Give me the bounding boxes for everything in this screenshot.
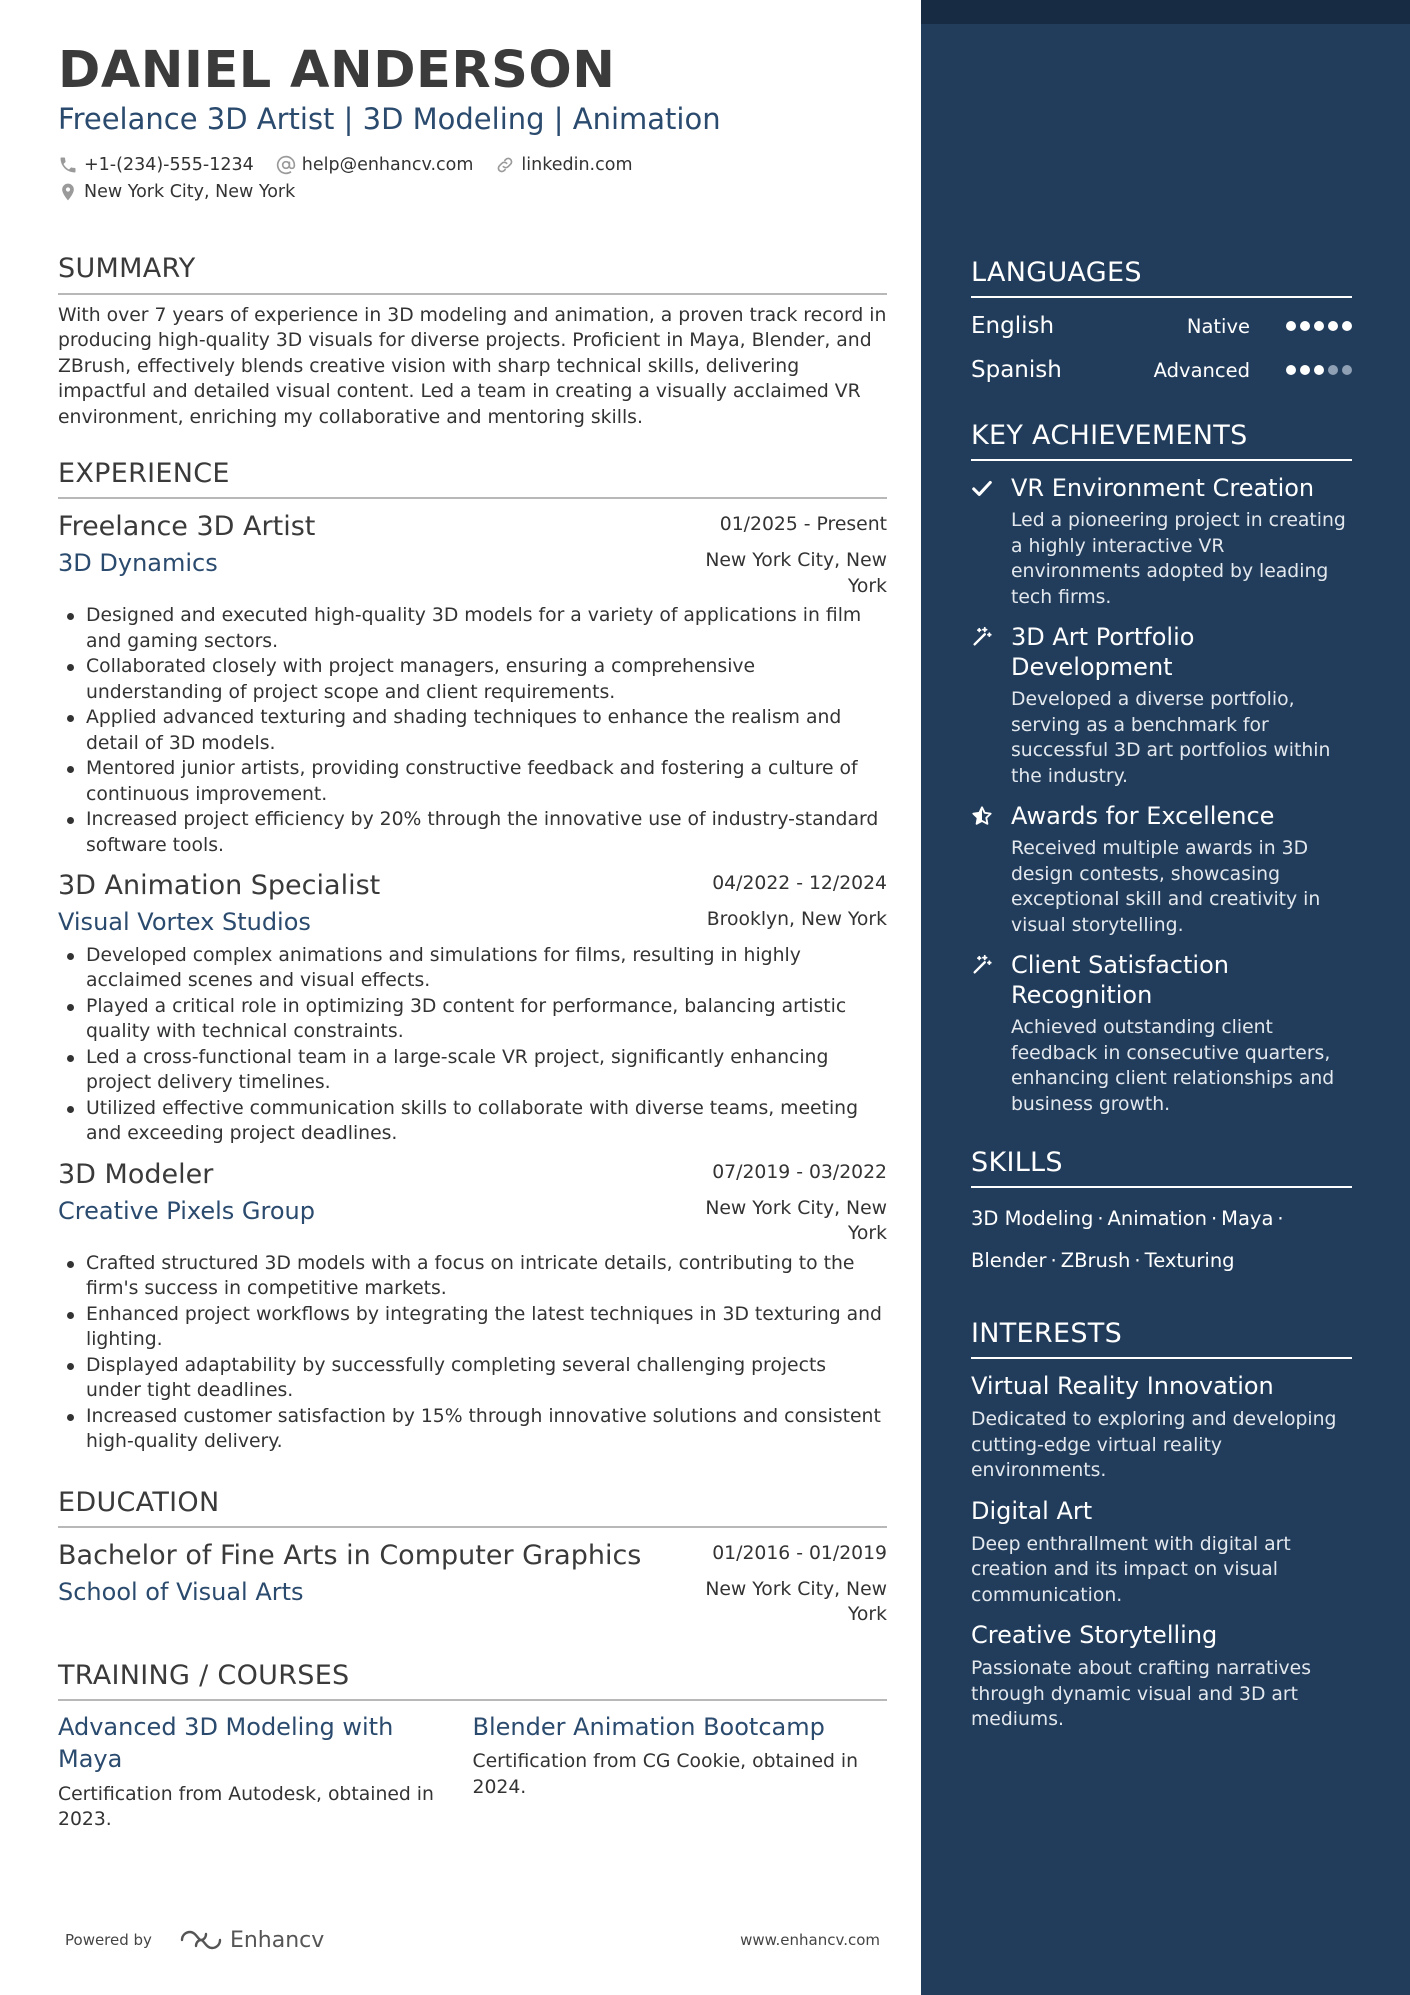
achievement-item <box>971 622 1352 789</box>
location-pin-icon <box>58 182 78 202</box>
bullet-item: Utilized effective communication skills to collaborate with diverse teams, meeting and exceeding project deadlines. <box>58 1096 887 1147</box>
job-location: Brooklyn, New York <box>706 909 887 931</box>
job-location: New York City, New York <box>705 550 887 597</box>
education-section <box>58 1485 887 1628</box>
link-icon <box>495 155 515 175</box>
job-entry <box>58 868 887 1146</box>
achievement-description: Achieved outstanding client feedback in consecutive quarters, enhancing client relationships and business growth. <box>1011 1017 1335 1115</box>
check-icon <box>971 473 1011 610</box>
magic-wand-icon <box>971 950 1011 1117</box>
skill-tag: Texturing <box>1144 1249 1235 1273</box>
school-name: School of Visual Arts <box>58 1577 304 1606</box>
bullet-item: Developed complex animations and simulations for films, resulting in highly acclaimed scenes and visual effects. <box>58 943 887 994</box>
rating-dot <box>1286 365 1296 375</box>
sidebar-top-bar <box>921 0 1410 24</box>
summary-section <box>58 251 887 430</box>
location-text: New York City, New York <box>84 181 296 202</box>
email-contact[interactable] <box>276 155 474 175</box>
bullet-item: Increased project efficiency by 20% through the innovative use of industry-standard software tools. <box>58 807 887 858</box>
phone-contact[interactable] <box>58 155 254 175</box>
job-bullets <box>58 1251 887 1455</box>
skill-tag: Animation <box>1107 1207 1207 1231</box>
job-bullets <box>58 603 887 858</box>
job-entry <box>58 1157 887 1455</box>
location-contact <box>58 182 295 202</box>
rating-dot <box>1342 321 1352 331</box>
achievement-description: Received multiple awards in 3D design contests, showcasing exceptional skill and creativity in visual storytelling. <box>1011 838 1321 936</box>
skill-separator: · <box>1097 1207 1104 1231</box>
skill-tag: Blender <box>971 1249 1047 1273</box>
company-name: Visual Vortex Studios <box>58 908 311 937</box>
skills-section <box>971 1145 1352 1282</box>
job-date: 04/2022 - 12/2024 <box>712 873 887 895</box>
language-name: English <box>971 313 1055 340</box>
course-entry <box>58 1711 473 1833</box>
degree-title: Bachelor of Fine Arts in Computer Graphics <box>58 1539 642 1571</box>
rating-dot <box>1314 321 1324 331</box>
bullet-item: Played a critical role in optimizing 3D content for performance, balancing artistic quality with technical constraints. <box>58 994 887 1045</box>
achievement-title: 3D Art Portfolio Development <box>1011 623 1195 682</box>
job-date: 01/2025 - Present <box>719 514 887 536</box>
star-icon <box>971 801 1011 938</box>
school-location: New York City, New York <box>705 1578 887 1626</box>
skill-separator: · <box>1134 1249 1141 1273</box>
main-column <box>58 40 887 1833</box>
at-icon <box>276 155 296 175</box>
skills-title: SKILLS <box>971 1145 1352 1188</box>
candidate-headline: Freelance 3D Artist | 3D Modeling | Animation <box>58 102 721 137</box>
rating-dot <box>1314 365 1324 375</box>
language-level: Advanced <box>1153 358 1250 382</box>
interests-section <box>971 1316 1352 1733</box>
interest-description: Passionate about crafting narratives through dynamic visual and 3D art mediums. <box>971 1658 1312 1731</box>
phone-text: +1-(234)-555-1234 <box>84 154 254 175</box>
bullet-item: Led a cross-functional team in a large-scale VR project, significantly enhancing project delivery timelines. <box>58 1045 887 1096</box>
bullet-item: Displayed adaptability by successfully completing several challenging projects under tight deadlines. <box>58 1353 887 1404</box>
interest-title: Creative Storytelling <box>971 1621 1218 1650</box>
job-title: 3D Modeler <box>58 1158 214 1190</box>
language-rating <box>1282 365 1352 375</box>
experience-title: EXPERIENCE <box>58 456 887 499</box>
contact-info <box>58 151 887 205</box>
rating-dot <box>1328 321 1338 331</box>
training-title: TRAINING / COURSES <box>58 1658 887 1701</box>
job-title: Freelance 3D Artist <box>58 511 316 543</box>
education-title: EDUCATION <box>58 1485 887 1528</box>
achievement-title: VR Environment Creation <box>1011 474 1315 503</box>
rating-dot <box>1300 365 1310 375</box>
language-level: Native <box>1186 314 1250 338</box>
brand-logo[interactable] <box>178 1928 324 1953</box>
skill-tag: ZBrush <box>1060 1249 1131 1273</box>
skill-tag: 3D Modeling <box>971 1207 1094 1231</box>
achievement-item <box>971 801 1352 938</box>
skill-separator: · <box>1210 1207 1218 1231</box>
bullet-item: Collaborated closely with project managers, ensuring a comprehensive understanding of project scope and client requirements. <box>58 654 887 705</box>
interest-item <box>971 1496 1352 1609</box>
company-name: 3D Dynamics <box>58 549 218 578</box>
achievements-title: KEY ACHIEVEMENTS <box>971 418 1352 461</box>
linkedin-contact[interactable] <box>495 155 632 175</box>
training-section <box>58 1658 887 1833</box>
brand-name: Enhancv <box>229 1927 325 1953</box>
skill-separator: · <box>1277 1207 1284 1231</box>
interest-title: Digital Art <box>971 1496 1093 1525</box>
job-location: New York City, New York <box>705 1197 887 1245</box>
sidebar-column <box>971 255 1352 1733</box>
language-item <box>971 348 1352 392</box>
course-entry <box>473 1711 888 1833</box>
achievement-title: Client Satisfaction Recognition <box>1011 951 1229 1010</box>
course-description: Certification from CG Cookie, obtained in 2024. <box>472 1751 859 1798</box>
email-text: help@enhancv.com <box>301 154 474 175</box>
achievement-item <box>971 950 1352 1117</box>
phone-icon <box>58 155 78 175</box>
bullet-item: Crafted structured 3D models with a focus on intricate details, contributing to the firm's success in competitive markets. <box>58 1251 887 1302</box>
skill-tag: Maya <box>1221 1207 1274 1231</box>
bullet-item: Increased customer satisfaction by 15% through innovative solutions and consistent high-quality delivery. <box>58 1404 887 1455</box>
interest-item <box>971 1371 1352 1484</box>
rating-dot <box>1286 321 1296 331</box>
languages-title: LANGUAGES <box>971 255 1352 298</box>
bullet-item: Designed and executed high-quality 3D models for a variety of applications in film and gaming sectors. <box>58 603 887 654</box>
skill-separator: · <box>1050 1249 1057 1273</box>
rating-dot <box>1342 365 1352 375</box>
interest-description: Deep enthrallment with digital art creation and its impact on visual communication. <box>971 1533 1291 1606</box>
achievement-description: Developed a diverse portfolio, serving as a benchmark for successful 3D art portfolios within the industry. <box>1011 689 1331 787</box>
bullet-item: Enhanced project workflows by integrating the latest techniques in 3D texturing and lighting. <box>58 1302 887 1353</box>
rating-dot <box>1300 321 1310 331</box>
job-title: 3D Animation Specialist <box>58 870 381 902</box>
candidate-name: DANIEL ANDERSON <box>58 41 616 100</box>
achievement-item <box>971 473 1352 610</box>
achievements-section <box>971 418 1352 1117</box>
course-title: Blender Animation Bootcamp <box>472 1712 825 1741</box>
summary-text: With over 7 years of experience in 3D modeling and animation, a proven track record in producing high-quality 3D visuals for diverse projects. Proficient in Maya, Blender, and ZBrush, effectively blends creative vision with sharp technical skills, delivering impactful and detailed visual content. Led a team in creating a visually acclaimed VR environment, enriching my collaborative and mentoring skills. <box>58 304 887 428</box>
bullet-item: Applied advanced texturing and shading techniques to enhance the realism and detail of 3D models. <box>58 705 887 756</box>
linkedin-text: linkedin.com <box>521 154 633 175</box>
interest-title: Virtual Reality Innovation <box>971 1372 1274 1401</box>
enhancv-logo-icon <box>178 1928 224 1952</box>
summary-title: SUMMARY <box>58 251 887 294</box>
interest-item <box>971 1620 1352 1733</box>
website-link[interactable]: www.enhancv.com <box>740 1931 880 1949</box>
interests-title: INTERESTS <box>971 1316 1352 1359</box>
bullet-item: Mentored junior artists, providing constructive feedback and fostering a culture of continuous improvement. <box>58 756 887 807</box>
education-date: 01/2016 - 01/2019 <box>712 1542 887 1564</box>
language-name: Spanish <box>971 357 1062 384</box>
achievement-title: Awards for Excellence <box>1011 802 1275 831</box>
footer <box>65 1920 880 1960</box>
education-entry <box>58 1538 887 1628</box>
languages-section <box>971 255 1352 392</box>
language-item <box>971 304 1352 348</box>
job-bullets <box>58 943 887 1147</box>
company-name: Creative Pixels Group <box>58 1196 315 1225</box>
course-title: Advanced 3D Modeling with Maya <box>58 1712 394 1774</box>
magic-wand-icon <box>971 622 1011 789</box>
job-date: 07/2019 - 03/2022 <box>712 1161 887 1183</box>
interest-description: Dedicated to exploring and developing cutting-edge virtual reality environments. <box>971 1409 1337 1482</box>
skills-list <box>971 1198 1352 1282</box>
powered-by-label: Powered by <box>65 1931 152 1949</box>
achievement-description: Led a pioneering project in creating a highly interactive VR environments adopted by leading tech firms. <box>1011 510 1346 608</box>
course-description: Certification from Autodesk, obtained in 2023. <box>58 1783 434 1831</box>
rating-dot <box>1328 365 1338 375</box>
job-entry <box>58 509 887 858</box>
language-rating <box>1282 321 1352 331</box>
experience-section <box>58 456 887 1455</box>
